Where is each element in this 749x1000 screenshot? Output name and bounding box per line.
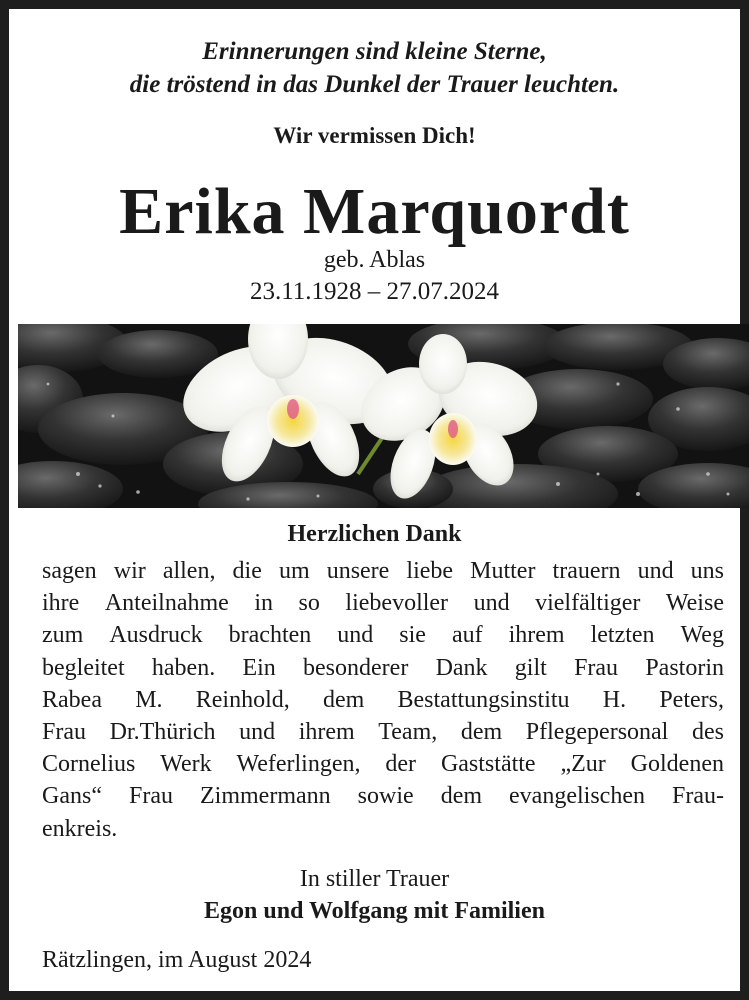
mourners-names: Egon und Wolfgang mit Familien [204, 898, 545, 924]
life-dates: 23.11.1928 – 27.07.2024 [249, 278, 500, 305]
thanks-line: enkreis. [42, 815, 118, 842]
place-and-date: Rätzlingen, im August 2024 [42, 947, 312, 973]
mourning-intro: In stiller Trauer [299, 866, 450, 892]
motto-quote [9, 35, 740, 101]
thanks-line: Gans“ Frau Zimmermann sowie dem evangelischen Frau- [42, 783, 724, 810]
thanks-line: sagen wir allen, die um unsere liebe Mutter trauern und uns [42, 558, 724, 584]
missing-you-line: Wir vermissen Dich! [273, 123, 476, 148]
thanks-line: begleitet haben. Ein besonderer Dank gilt Frau Pastorin [42, 654, 724, 681]
thanks-body [42, 555, 724, 845]
thanks-heading: Herzlichen Dank [287, 521, 462, 547]
birth-name: geb. Ablas [323, 247, 426, 273]
deceased-name: Erika Marquordt [119, 175, 630, 248]
thanks-line: Frau Dr.Thürich und ihrem Team, dem Pflegepersonal des [42, 719, 724, 746]
thanks-line: Cornelius Werk Weferlingen, der Gaststätte „Zur Goldenen [42, 751, 724, 778]
thanks-line: Rabea M. Reinhold, dem Bestattungsinstitu H. Peters, [42, 686, 724, 713]
motto-line-2: die tröstend in das Dunkel der Trauer leuchten. [129, 71, 620, 98]
thanks-line: ihre Anteilnahme in so liebevoller und vielfältiger Weise [42, 590, 724, 617]
thanks-line: zum Ausdruck brachten und sie auf ihrem letzten Weg [42, 622, 724, 649]
orchid-illustration [18, 324, 749, 508]
motto-line-1: Erinnerungen sind kleine Sterne, [202, 38, 547, 65]
orchid-stones-photo [18, 324, 749, 508]
